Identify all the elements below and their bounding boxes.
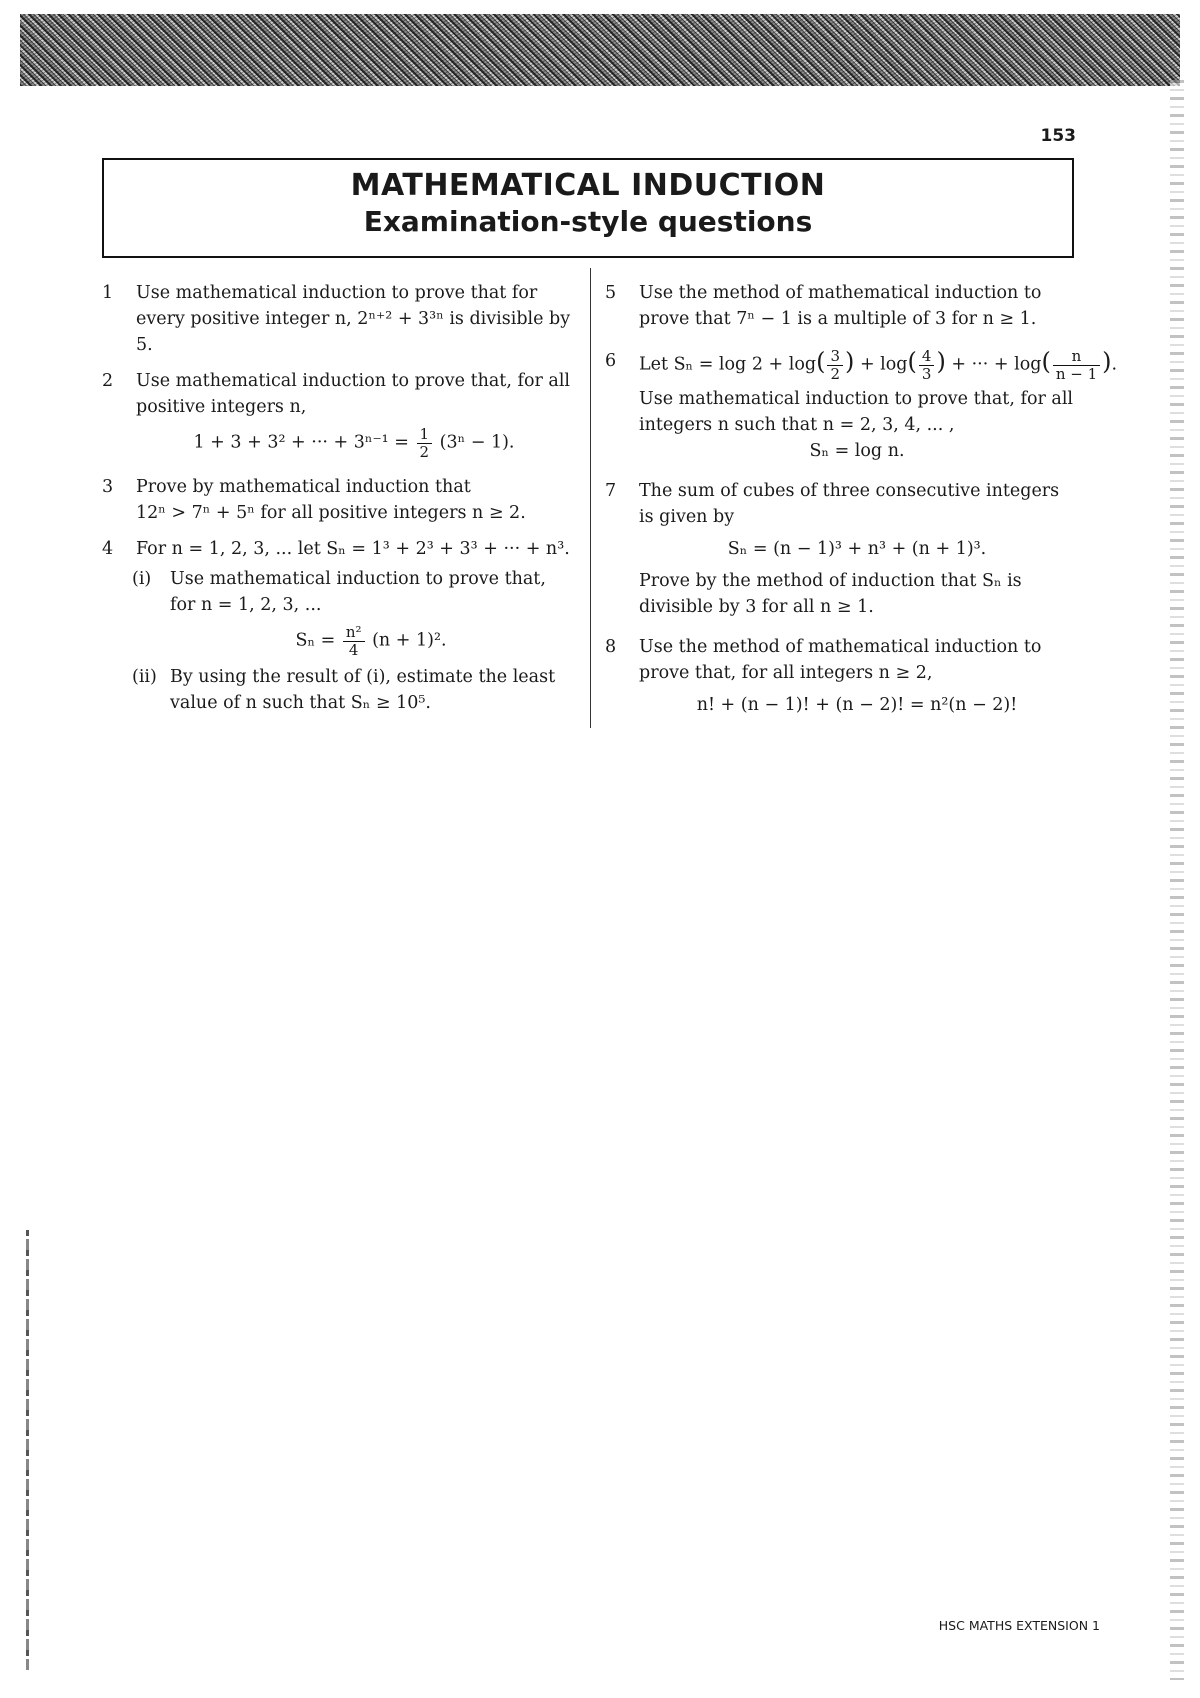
page-number: 153: [1040, 126, 1076, 146]
page-subtitle: Examination-style questions: [363, 205, 813, 238]
part-label: (i): [132, 569, 152, 589]
fraction: [919, 348, 935, 382]
question-text: For n = 1, 2, 3, ... let Sₙ = 1³ + 2³ + 3³ + ··· + n³.: [136, 539, 570, 559]
paren: ): [845, 347, 855, 376]
question-text: Use mathematical induction to prove that, for all positive integers n,: [136, 371, 571, 417]
fraction-numerator: 1: [417, 426, 433, 444]
paren: (: [816, 347, 826, 376]
question-number: 2: [102, 371, 114, 391]
question-6: [605, 347, 1118, 464]
definition-text: + ··· + log: [951, 354, 1042, 375]
fraction: [1053, 348, 1100, 382]
question-3: [102, 474, 572, 526]
fraction: [827, 348, 843, 382]
question-6-definition: [639, 347, 1118, 383]
question-4-part-i: [132, 566, 572, 659]
question-text: Use mathematical induction to prove that, for all integers n such that n = 2, 3, 4, ... ,: [639, 389, 1074, 435]
question-4: [102, 536, 572, 716]
right-column: [605, 280, 1118, 728]
equation: Sₙ = log n.: [809, 441, 905, 461]
question-number: 5: [605, 283, 617, 303]
question-text: Use the method of mathematical induction to prove that, for all integers n ≥ 2,: [639, 637, 1042, 683]
fraction-denominator: 3: [921, 364, 932, 383]
fraction: [343, 624, 365, 658]
fraction-numerator: n: [1053, 348, 1100, 366]
equation: [136, 426, 572, 460]
question-number: 8: [605, 637, 617, 657]
fraction-denominator: 2: [830, 364, 840, 383]
question-1: [102, 280, 572, 358]
fraction-numerator: n²: [343, 624, 365, 642]
question-5: [605, 280, 1075, 332]
question-text-line2: 12ⁿ > 7ⁿ + 5ⁿ for all positive integers n ≥ 2.: [136, 503, 526, 523]
question-4-part-ii: [132, 664, 572, 716]
question-number: 6: [605, 351, 617, 371]
footer-text: HSC MATHS EXTENSION 1: [938, 1618, 1100, 1633]
fraction-denominator: 2: [419, 442, 430, 461]
part-text: By using the result of (i), estimate the least value of n such that Sₙ ≥ 10⁵.: [170, 667, 556, 713]
fraction-numerator: 4: [919, 348, 935, 366]
equation-rhs: (3ⁿ − 1).: [439, 432, 515, 453]
fraction: [417, 426, 433, 460]
question-text: Prove by mathematical induction that: [136, 477, 471, 497]
definition-text: .: [1111, 354, 1118, 375]
equation: n! + (n − 1)! + (n − 2)! = n²(n − 2)!: [696, 695, 1018, 715]
scanned-right-edge: [1170, 80, 1184, 1680]
column-divider: [590, 268, 591, 728]
question-text: The sum of cubes of three consecutive integers is given by: [639, 481, 1060, 527]
definition-text: + log: [859, 354, 908, 375]
paren: ): [1102, 347, 1112, 376]
fraction-numerator: 3: [827, 348, 843, 366]
paren: (: [1041, 347, 1051, 376]
scanned-top-band: [20, 14, 1180, 86]
equation: Sₙ = (n − 1)³ + n³ + (n + 1)³.: [727, 539, 987, 559]
question-number: 7: [605, 481, 617, 501]
part-text: Use mathematical induction to prove that, for n = 1, 2, 3, ...: [170, 569, 546, 615]
question-text: Prove by the method of induction that Sₙ is divisible by 3 for all n ≥ 1.: [639, 571, 1022, 617]
question-number: 4: [102, 539, 114, 559]
paren: ): [936, 347, 946, 376]
definition-text: Let Sₙ = log 2 + log: [639, 354, 817, 375]
paren: (: [907, 347, 917, 376]
part-label: (ii): [132, 667, 157, 687]
equation: [170, 624, 572, 658]
question-number: 1: [102, 283, 114, 303]
fraction-denominator: 4: [348, 640, 359, 659]
question-text: Use mathematical induction to prove that for every positive integer n, 2ⁿ⁺² + 3³ⁿ is divisible by 5.: [136, 283, 571, 355]
scanned-left-edge: [26, 1230, 29, 1670]
question-8: [605, 634, 1075, 718]
question-7: [605, 478, 1075, 620]
title-box: [102, 158, 1074, 258]
page-title: MATHEMATICAL INDUCTION: [350, 168, 826, 203]
equation-lhs: 1 + 3 + 3² + ··· + 3ⁿ⁻¹ =: [193, 432, 409, 453]
equation-rhs: (n + 1)².: [372, 630, 447, 651]
question-number: 3: [102, 477, 114, 497]
left-column: [102, 280, 572, 726]
question-2: [102, 368, 572, 460]
fraction-denominator: n − 1: [1055, 364, 1098, 383]
equation-lhs: Sₙ =: [295, 630, 336, 651]
question-text: Use the method of mathematical induction to prove that 7ⁿ − 1 is a multiple of 3 for n ≥ 1.: [639, 283, 1042, 329]
